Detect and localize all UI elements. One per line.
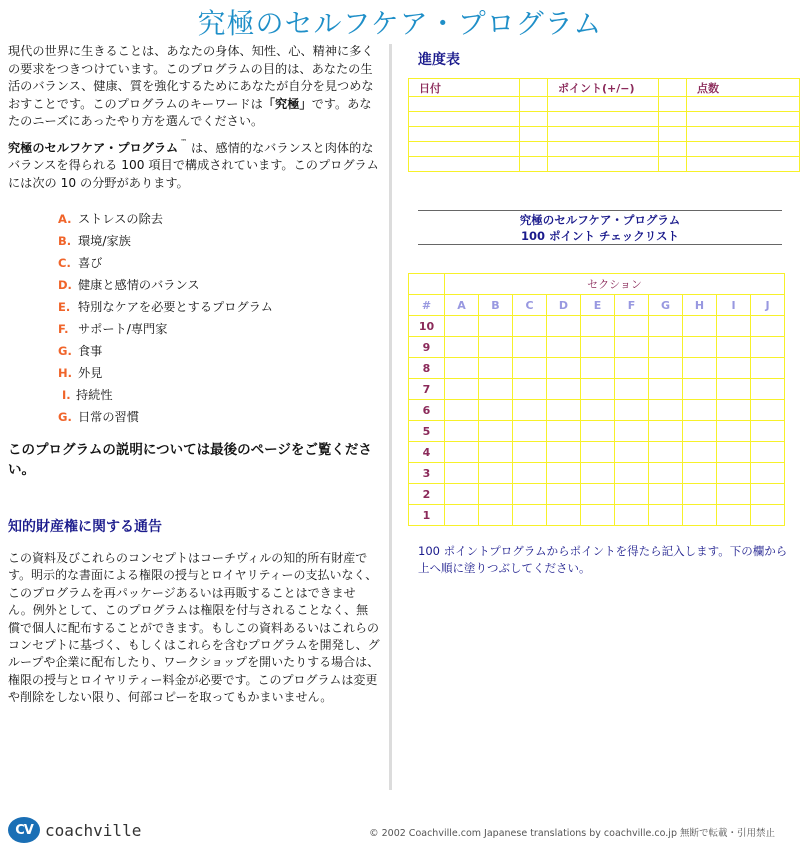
checklist-cell[interactable] — [479, 421, 513, 442]
area-letter: A. — [58, 212, 72, 226]
left-column — [8, 43, 380, 707]
checklist-note: 100 ポイントプログラムからポイントを得たら記入します。下の欄から上へ順に塗りつぶしてください。 — [418, 544, 788, 575]
grid-row — [409, 421, 785, 442]
checklist-cell[interactable] — [683, 463, 717, 484]
checklist-cell[interactable] — [581, 379, 615, 400]
progress-cell[interactable] — [548, 127, 659, 142]
area-item — [8, 296, 380, 318]
checklist-cell[interactable] — [445, 400, 479, 421]
progress-cell[interactable] — [409, 127, 520, 142]
area-label: 健康と感情のバランス — [78, 278, 200, 292]
progress-cell[interactable] — [687, 127, 800, 142]
progress-cell[interactable] — [520, 127, 548, 142]
checklist-cell[interactable] — [513, 400, 547, 421]
checklist-cell[interactable] — [751, 484, 785, 505]
checklist-cell[interactable] — [615, 379, 649, 400]
progress-cell[interactable] — [548, 112, 659, 127]
section-column-header: F — [615, 295, 649, 316]
progress-row — [409, 157, 800, 172]
checklist-cell[interactable] — [547, 379, 581, 400]
grid-row — [409, 442, 785, 463]
checklist-cell[interactable] — [683, 400, 717, 421]
row-number: 6 — [409, 400, 445, 421]
checklist-cell[interactable] — [649, 379, 683, 400]
grid-row — [409, 463, 785, 484]
checklist-cell[interactable] — [717, 379, 751, 400]
progress-cell[interactable] — [659, 127, 687, 142]
checklist-cell[interactable] — [683, 358, 717, 379]
checklist-cell[interactable] — [581, 400, 615, 421]
checklist-cell[interactable] — [649, 484, 683, 505]
row-number: 9 — [409, 337, 445, 358]
checklist-cell[interactable] — [751, 463, 785, 484]
checklist-cell[interactable] — [683, 442, 717, 463]
checklist-title-line2: 100 ポイント チェックリスト — [521, 229, 679, 243]
checklist-cell[interactable] — [445, 484, 479, 505]
row-number: 10 — [409, 316, 445, 337]
progress-cell[interactable] — [520, 97, 548, 112]
checklist-cell[interactable] — [479, 379, 513, 400]
areas-list — [8, 208, 380, 428]
area-letter: C. — [58, 256, 71, 270]
checklist-cell[interactable] — [615, 316, 649, 337]
checklist-cell[interactable] — [513, 505, 547, 526]
area-letter: E. — [58, 300, 71, 314]
section-header: セクション — [445, 274, 785, 295]
checklist-cell[interactable] — [547, 442, 581, 463]
area-item — [8, 252, 380, 274]
checklist-cell[interactable] — [547, 316, 581, 337]
checklist-cell[interactable] — [751, 379, 785, 400]
checklist-cell[interactable] — [751, 316, 785, 337]
checklist-cell[interactable] — [717, 442, 751, 463]
checklist-cell[interactable] — [717, 400, 751, 421]
checklist-cell[interactable] — [547, 505, 581, 526]
progress-col-points: ポイント(+/−) — [548, 79, 659, 97]
checklist-cell[interactable] — [513, 337, 547, 358]
section-column-header: E — [581, 295, 615, 316]
row-number: 7 — [409, 379, 445, 400]
checklist-cell[interactable] — [649, 505, 683, 526]
progress-cell[interactable] — [659, 112, 687, 127]
area-label: 食事 — [78, 344, 103, 358]
checklist-cell[interactable] — [615, 421, 649, 442]
row-number: 3 — [409, 463, 445, 484]
checklist-cell[interactable] — [479, 442, 513, 463]
area-item — [8, 340, 380, 362]
progress-heading: 進度表 — [418, 52, 460, 68]
progress-col-score: 点数 — [687, 79, 800, 97]
checklist-cell[interactable] — [615, 505, 649, 526]
area-item — [8, 362, 380, 384]
checklist-cell[interactable] — [751, 505, 785, 526]
checklist-cell[interactable] — [479, 463, 513, 484]
page-title: 究極のセルフケア・プログラム — [197, 7, 603, 40]
checklist-cell[interactable] — [717, 484, 751, 505]
checklist-cell[interactable] — [513, 379, 547, 400]
checklist-cell[interactable] — [751, 337, 785, 358]
checklist-cell[interactable] — [615, 400, 649, 421]
checklist-cell[interactable] — [649, 358, 683, 379]
progress-col-date: 日付 — [409, 79, 520, 97]
checklist-cell[interactable] — [683, 421, 717, 442]
checklist-cell[interactable] — [547, 400, 581, 421]
program-paragraph — [8, 137, 380, 193]
progress-table — [408, 78, 800, 172]
progress-cell[interactable] — [659, 97, 687, 112]
column-divider — [389, 44, 392, 790]
area-label: 特別なケアを必要とするプログラム — [78, 300, 273, 314]
copyright-notice: © 2002 Coachville.com Japanese translations by coachville.co.jp 無断で転載・引用禁止 — [369, 828, 775, 839]
grid-row — [409, 484, 785, 505]
section-column-header: C — [513, 295, 547, 316]
area-item — [8, 406, 380, 428]
grid-corner-cell — [409, 274, 445, 295]
area-label: 環境/家族 — [78, 234, 131, 248]
area-label: ストレスの除去 — [78, 212, 163, 226]
area-item — [8, 230, 380, 252]
checklist-cell[interactable] — [445, 316, 479, 337]
checklist-cell[interactable] — [445, 379, 479, 400]
grid-section-row — [409, 274, 785, 295]
area-label: 外見 — [78, 366, 103, 380]
checklist-cell[interactable] — [683, 505, 717, 526]
section-column-header: D — [547, 295, 581, 316]
intro-text: 現代の世界に生きることは、あなたの身体、知性、心、精神に多くの要求をつきつけています。このプログラムの目的は、あなたの生活のバランス、健康、質を強化するためにあなたが自分を見つめなおすことです。このプログラムのキーワードは — [8, 44, 374, 111]
progress-cell[interactable] — [687, 142, 800, 157]
area-label: 持続性 — [76, 388, 113, 402]
progress-cell[interactable] — [659, 157, 687, 172]
intro-paragraph — [8, 43, 380, 131]
checklist-cell[interactable] — [513, 484, 547, 505]
checklist-cell[interactable] — [547, 463, 581, 484]
checklist-cell[interactable] — [683, 379, 717, 400]
checklist-cell[interactable] — [717, 421, 751, 442]
checklist-cell[interactable] — [717, 463, 751, 484]
checklist-cell[interactable] — [513, 358, 547, 379]
row-number: 8 — [409, 358, 445, 379]
checklist-cell[interactable] — [615, 463, 649, 484]
checklist-cell[interactable] — [479, 484, 513, 505]
progress-row — [409, 112, 800, 127]
checklist-cell[interactable] — [479, 316, 513, 337]
coachville-logo — [8, 817, 141, 843]
grid-row — [409, 316, 785, 337]
checklist-top-rule — [418, 210, 782, 211]
progress-row — [409, 97, 800, 112]
checklist-cell[interactable] — [717, 316, 751, 337]
area-item — [8, 274, 380, 296]
checklist-cell[interactable] — [581, 463, 615, 484]
checklist-cell[interactable] — [445, 337, 479, 358]
progress-col-spacer — [659, 79, 687, 97]
checklist-cell[interactable] — [649, 400, 683, 421]
checklist-cell[interactable] — [649, 337, 683, 358]
checklist-cell[interactable] — [649, 316, 683, 337]
checklist-cell[interactable] — [513, 316, 547, 337]
section-column-header: B — [479, 295, 513, 316]
progress-cell[interactable] — [548, 157, 659, 172]
checklist-cell[interactable] — [717, 337, 751, 358]
progress-cell[interactable] — [409, 97, 520, 112]
checklist-cell[interactable] — [751, 442, 785, 463]
section-column-header: I — [717, 295, 751, 316]
checklist-cell[interactable] — [581, 505, 615, 526]
progress-row — [409, 142, 800, 157]
checklist-cell[interactable] — [717, 358, 751, 379]
checklist-cell[interactable] — [751, 421, 785, 442]
cv-badge-icon: CV — [8, 817, 40, 843]
progress-row — [409, 127, 800, 142]
checklist-cell[interactable] — [751, 400, 785, 421]
checklist-cell[interactable] — [683, 484, 717, 505]
progress-cell[interactable] — [409, 112, 520, 127]
area-label: 日常の習慣 — [78, 410, 139, 424]
grid-row — [409, 505, 785, 526]
grid-row — [409, 358, 785, 379]
area-letter: G. — [58, 344, 72, 358]
checklist-cell[interactable] — [683, 337, 717, 358]
area-letter: B. — [58, 234, 72, 248]
progress-cell[interactable] — [520, 112, 548, 127]
checklist-cell[interactable] — [445, 505, 479, 526]
hash-header: # — [409, 295, 445, 316]
checklist-cell[interactable] — [547, 337, 581, 358]
program-description: は、感情的なバランスと肉体的なバランスを得られる 100 項目で構成されています。このプログラムには次の 10 の分野があります。 — [8, 140, 379, 190]
area-letter: I. — [62, 388, 71, 402]
progress-cell[interactable] — [548, 97, 659, 112]
checklist-cell[interactable] — [513, 421, 547, 442]
checklist-cell[interactable] — [513, 463, 547, 484]
progress-cell[interactable] — [687, 112, 800, 127]
area-item — [8, 208, 380, 230]
row-number: 1 — [409, 505, 445, 526]
trademark-mark: ™ — [180, 137, 188, 146]
row-number: 5 — [409, 421, 445, 442]
progress-cell[interactable] — [409, 157, 520, 172]
section-column-header: G — [649, 295, 683, 316]
grid-column-header-row — [409, 295, 785, 316]
checklist-cell[interactable] — [581, 358, 615, 379]
ip-notice-text: この資料及びこれらのコンセプトはコーチヴィルの知的所有財産です。明示的な書面による権限の授与とロイヤリティーの支払いなく、このプログラムを再パッケージあるいは再販することはできません。例外として、このプログラムは権限を付与されることなく、無償で個人に配布することができます。もしこの資料あるいはこれらのコンセプトに基づく、もしくはこれらを含むプログラムを開発し、グループや企業に配布したり、ワークショップを開いたりする場合は、権限の授与とロイヤリティー料金が必要です。このプログラムは変更や削除をしない限り、何部コピーを取ってもかまいません。 — [8, 551, 380, 705]
grid-row — [409, 379, 785, 400]
progress-header-row — [409, 79, 800, 97]
progress-cell[interactable] — [409, 142, 520, 157]
progress-cell[interactable] — [687, 157, 800, 172]
section-column-header: A — [445, 295, 479, 316]
area-item — [8, 384, 380, 406]
row-number: 2 — [409, 484, 445, 505]
checklist-cell[interactable] — [581, 421, 615, 442]
section-column-header: H — [683, 295, 717, 316]
checklist-cell[interactable] — [479, 505, 513, 526]
area-letter: D. — [58, 278, 72, 292]
section-column-header: J — [751, 295, 785, 316]
checklist-cell[interactable] — [445, 442, 479, 463]
checklist-cell[interactable] — [479, 337, 513, 358]
intro-keyword: 「究極」 — [262, 96, 312, 111]
logo-wordmark: coachville — [45, 820, 142, 840]
checklist-cell[interactable] — [547, 421, 581, 442]
checklist-cell[interactable] — [479, 400, 513, 421]
checklist-cell[interactable] — [445, 463, 479, 484]
intro-text-end: です。あなたのニーズにあったやり方を選んでください。 — [8, 96, 372, 128]
progress-cell[interactable] — [520, 142, 548, 157]
grid-row — [409, 400, 785, 421]
checklist-cell[interactable] — [751, 358, 785, 379]
checklist-cell[interactable] — [581, 337, 615, 358]
checklist-cell[interactable] — [649, 421, 683, 442]
checklist-cell[interactable] — [615, 358, 649, 379]
checklist-cell[interactable] — [581, 442, 615, 463]
progress-cell[interactable] — [520, 157, 548, 172]
grid-row — [409, 337, 785, 358]
checklist-cell[interactable] — [649, 442, 683, 463]
progress-cell[interactable] — [548, 142, 659, 157]
checklist-cell[interactable] — [615, 442, 649, 463]
see-last-page-note: このプログラムの説明については最後のページをご覧ください。 — [8, 442, 372, 478]
checklist-cell[interactable] — [479, 358, 513, 379]
checklist-bottom-rule — [418, 244, 782, 245]
area-letter: G. — [58, 410, 72, 424]
checklist-cell[interactable] — [547, 358, 581, 379]
area-letter: H. — [58, 366, 72, 380]
checklist-grid — [408, 273, 785, 526]
checklist-cell[interactable] — [445, 421, 479, 442]
checklist-cell[interactable] — [615, 484, 649, 505]
checklist-cell[interactable] — [683, 316, 717, 337]
checklist-cell[interactable] — [581, 484, 615, 505]
checklist-title-line1: 究極のセルフケア・プログラム — [519, 213, 681, 227]
checklist-cell[interactable] — [445, 358, 479, 379]
program-name: 究極のセルフケア・プログラム — [8, 140, 179, 155]
checklist-cell[interactable] — [581, 316, 615, 337]
progress-cell[interactable] — [687, 97, 800, 112]
progress-col-spacer — [520, 79, 548, 97]
row-number: 4 — [409, 442, 445, 463]
area-letter: F. — [58, 322, 69, 336]
area-label: サポート/専門家 — [78, 322, 168, 336]
checklist-cell[interactable] — [547, 484, 581, 505]
checklist-cell[interactable] — [649, 463, 683, 484]
checklist-cell[interactable] — [615, 337, 649, 358]
area-item — [8, 318, 380, 340]
ip-notice-heading: 知的財産権に関する通告 — [8, 519, 162, 535]
area-label: 喜び — [78, 256, 103, 270]
checklist-cell[interactable] — [513, 442, 547, 463]
progress-cell[interactable] — [659, 142, 687, 157]
checklist-cell[interactable] — [717, 505, 751, 526]
